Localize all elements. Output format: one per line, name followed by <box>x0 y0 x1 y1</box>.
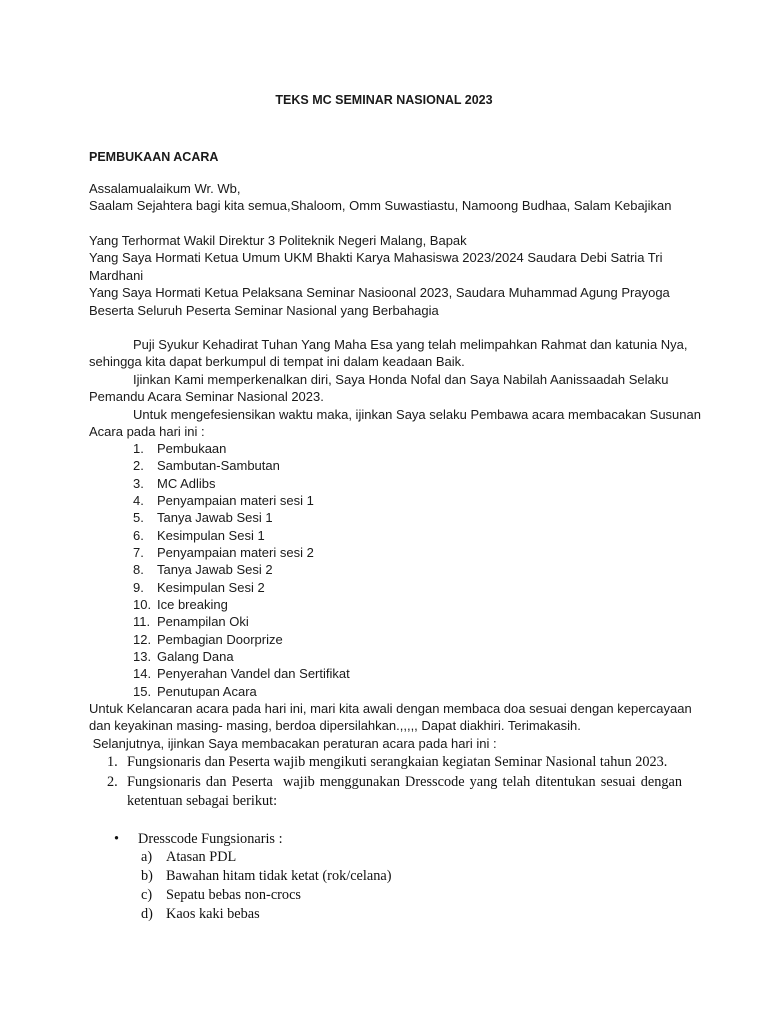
agenda-text: MC Adlibs <box>157 475 216 491</box>
dresscode-text: Sepatu bebas non-crocs <box>166 887 301 903</box>
dresscode-letter: b) <box>141 868 153 884</box>
agenda-text: Penyerahan Vandel dan Sertifikat <box>157 666 350 682</box>
agenda-number: 4. <box>133 493 144 509</box>
intro-paragraphs <box>89 336 701 440</box>
dresscode-bullet <box>114 830 283 849</box>
paragraph-first-line: Puji Syukur Kehadirat Tuhan Yang Maha Esa yang telah melimpahkan Rahmat dan katunia Nya, <box>133 337 688 352</box>
agenda-text: Pembagian Doorprize <box>157 631 283 647</box>
closing-line: Selanjutnya, ijinkan Saya membacakan peraturan acara pada hari ini : <box>89 735 497 751</box>
agenda-text: Penutupan Acara <box>157 683 257 699</box>
dresscode-list <box>141 848 391 924</box>
agenda-number: 2. <box>133 458 144 474</box>
paragraph-first-line: Ijinkan Kami memperkenalkan diri, Saya Honda Nofal dan Saya Nabilah Aanissaadah Selaku <box>133 371 669 387</box>
agenda-item <box>133 683 350 700</box>
agenda-item <box>133 475 350 492</box>
agenda-item <box>133 561 350 578</box>
dresscode-text: Atasan PDL <box>166 849 237 865</box>
agenda-number: 10. <box>133 597 152 613</box>
agenda-text: Galang Dana <box>157 649 234 665</box>
rule-item <box>107 753 682 772</box>
closing-line: dan keyakinan masing- masing, berdoa dipersilahkan.,,,,, Dapat diakhiri. Terimakasih. <box>89 718 581 734</box>
agenda-number: 3. <box>133 475 144 491</box>
agenda-number: 8. <box>133 562 144 578</box>
agenda-item <box>133 631 350 648</box>
agenda-number: 1. <box>133 441 144 456</box>
agenda-text: Penampilan Oki <box>157 614 249 630</box>
agenda-item <box>133 509 350 526</box>
dresscode-letter: c) <box>141 887 153 903</box>
agenda-number: 12. <box>133 631 152 647</box>
honored-line: Yang Saya Hormati Ketua Pelaksana Seminar Nasioonal 2023, Saudara Muhammad Agung Prayoga <box>89 285 670 301</box>
closing-block <box>89 700 692 752</box>
dresscode-letter: a) <box>141 849 153 865</box>
rule-number: 2. <box>107 774 118 790</box>
section-heading: PEMBUKAAN ACARA <box>89 150 219 164</box>
greeting-line: Assalamualaikum Wr. Wb, <box>89 181 241 196</box>
agenda-item <box>133 492 350 509</box>
agenda-text: Penyampaian materi sesi 1 <box>157 493 314 509</box>
agenda-text: Kesimpulan Sesi 2 <box>157 579 265 595</box>
dresscode-item <box>141 848 391 867</box>
paragraph-line: sehingga kita dapat berkumpul di tempat ini dalam keadaan Baik. <box>89 354 465 370</box>
honored-guests-block <box>89 232 679 319</box>
dresscode-item <box>141 905 391 924</box>
rule-item <box>107 773 686 811</box>
agenda-text: Tanya Jawab Sesi 2 <box>157 562 273 578</box>
agenda-item <box>133 648 350 665</box>
agenda-number: 7. <box>133 545 144 561</box>
paragraph-first-line: Untuk mengefesiensikan waktu maka, ijinkan Saya selaku Pembawa acara membacakan Susunan <box>133 406 701 422</box>
dresscode-item <box>141 886 391 905</box>
honored-line: Yang Terhormat Wakil Direktur 3 Politeknik Negeri Malang, Bapak <box>89 233 467 248</box>
agenda-number: 13. <box>133 649 152 665</box>
agenda-number: 11. <box>133 614 151 630</box>
agenda-text: Ice breaking <box>157 597 228 613</box>
agenda-text: Tanya Jawab Sesi 1 <box>157 510 273 526</box>
agenda-item <box>133 457 350 474</box>
greeting-block <box>89 180 679 215</box>
agenda-item <box>133 440 350 457</box>
dresscode-text: Bawahan hitam tidak ketat (rok/celana) <box>166 868 392 884</box>
agenda-item <box>133 596 350 613</box>
rule-number: 1. <box>107 754 118 770</box>
agenda-number: 5. <box>133 510 144 526</box>
agenda-list <box>133 440 350 700</box>
agenda-number: 15. <box>133 683 152 699</box>
agenda-item <box>133 613 350 630</box>
paragraph-line: Acara pada hari ini : <box>89 424 205 440</box>
document-title: TEKS MC SEMINAR NASIONAL 2023 <box>275 93 493 107</box>
agenda-item <box>133 544 350 561</box>
honored-line: Beserta Seluruh Peserta Seminar Nasional yang Berbahagia <box>89 302 439 318</box>
agenda-text: Kesimpulan Sesi 1 <box>157 527 265 543</box>
agenda-number: 14. <box>133 666 152 682</box>
agenda-item <box>133 579 350 596</box>
agenda-item <box>133 527 350 544</box>
dresscode-text: Kaos kaki bebas <box>166 906 260 922</box>
rule-text: Fungsionaris dan Peserta wajib menggunakan Dresscode yang telah ditentukan sesuai dengan ketentuan sebagai berikut: <box>127 774 686 809</box>
honored-line: Mardhani <box>89 267 144 283</box>
agenda-number: 6. <box>133 527 144 543</box>
greeting-line: Saalam Sejahtera bagi kita semua,Shaloom, Omm Suwastiastu, Namoong Budhaa, Salam Kebajikan <box>89 198 672 214</box>
agenda-text: Sambutan-Sambutan <box>157 458 280 474</box>
bullet-icon: • <box>114 831 120 847</box>
bullet-text: Dresscode Fungsionaris : <box>138 831 283 847</box>
honored-line: Yang Saya Hormati Ketua Umum UKM Bhakti Karya Mahasiswa 2023/2024 Saudara Debi Satria Tri <box>89 250 663 266</box>
rule-text: Fungsionaris dan Peserta wajib mengikuti serangkaian kegiatan Seminar Nasional tahun 2023. <box>127 754 668 770</box>
rules-list <box>107 753 686 811</box>
dresscode-item <box>141 867 391 886</box>
agenda-number: 9. <box>133 579 144 595</box>
agenda-text: Pembukaan <box>157 441 227 456</box>
agenda-item <box>133 665 350 682</box>
closing-line: Untuk Kelancaran acara pada hari ini, mari kita awali dengan membaca doa sesuai dengan kepercayaan <box>89 701 692 716</box>
agenda-text: Penyampaian materi sesi 2 <box>157 545 314 561</box>
dresscode-letter: d) <box>141 906 153 922</box>
paragraph-line: Pemandu Acara Seminar Nasional 2023. <box>89 389 324 405</box>
